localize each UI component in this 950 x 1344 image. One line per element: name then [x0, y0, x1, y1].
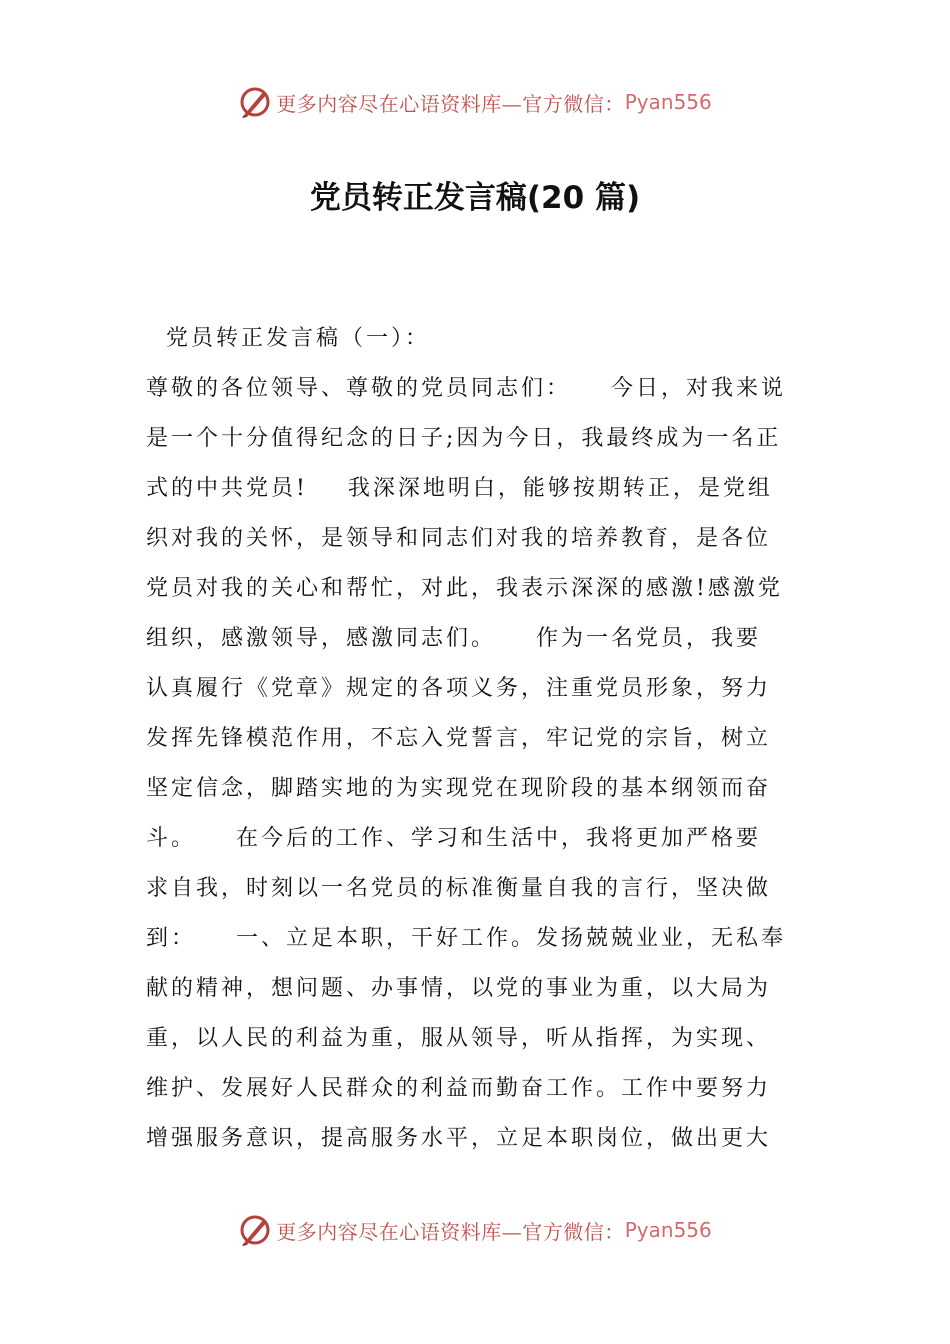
body-line: 党员对我的关心和帮忙，对此，我表示深深的感激!感激党 — [146, 576, 783, 601]
footer-banner — [0, 1210, 950, 1250]
body-line: 斗。 在今后的工作、学习和生活中，我将更加严格要 — [146, 826, 761, 851]
body-line: 织对我的关怀，是领导和同志们对我的培养教育，是各位 — [146, 526, 772, 551]
document-title: 党员转正发言稿(20 篇) — [309, 180, 641, 216]
body-line: 式的中共党员! 我深深地明白，能够按期转正，是党组 — [146, 476, 773, 501]
body-line: 献的精神，想问题、办事情，以党的事业为重，以大局为 — [146, 976, 772, 1001]
body-line: 认真履行《党章》规定的各项义务，注重党员形象，努力 — [146, 676, 772, 701]
document-body — [146, 314, 810, 1164]
body-line: 是一个十分值得纪念的日子;因为今日，我最终成为一名正 — [146, 426, 782, 451]
body-line: 坚定信念，脚踏实地的为实现党在现阶段的基本纲领而奋 — [146, 776, 772, 801]
body-line: 求自我，时刻以一名党员的标准衡量自我的言行，坚决做 — [146, 876, 772, 901]
body-line: 党员转正发言稿（一）： — [146, 326, 430, 351]
body-line: 维护、发展好人民群众的利益而勤奋工作。工作中要努力 — [146, 1076, 772, 1101]
header-banner-wechat-id: Pyan556 — [624, 90, 712, 114]
footer-banner-text: 更多内容尽在心语资料库—官方微信： — [276, 1219, 625, 1244]
body-line: 组织，感激领导，感激同志们。 作为一名党员，我要 — [146, 626, 761, 651]
body-line: 发挥先锋模范作用，不忘入党誓言，牢记党的宗旨，树立 — [146, 726, 772, 751]
header-banner — [0, 82, 950, 122]
footer-banner-wechat-id: Pyan556 — [624, 1218, 712, 1242]
pen-circle-logo-icon — [238, 1213, 272, 1247]
body-line: 增强服务意识，提高服务水平，立足本职岗位，做出更大 — [146, 1126, 772, 1151]
body-line: 重，以人民的利益为重，服从领导，听从指挥，为实现、 — [146, 1026, 772, 1051]
body-line: 到： 一、立足本职，干好工作。发扬兢兢业业，无私奉 — [146, 926, 786, 951]
pen-circle-logo-icon — [238, 85, 272, 119]
body-line: 尊敬的各位领导、尊敬的党员同志们： 今日，对我来说 — [146, 376, 786, 401]
header-banner-text: 更多内容尽在心语资料库—官方微信： — [276, 91, 625, 116]
